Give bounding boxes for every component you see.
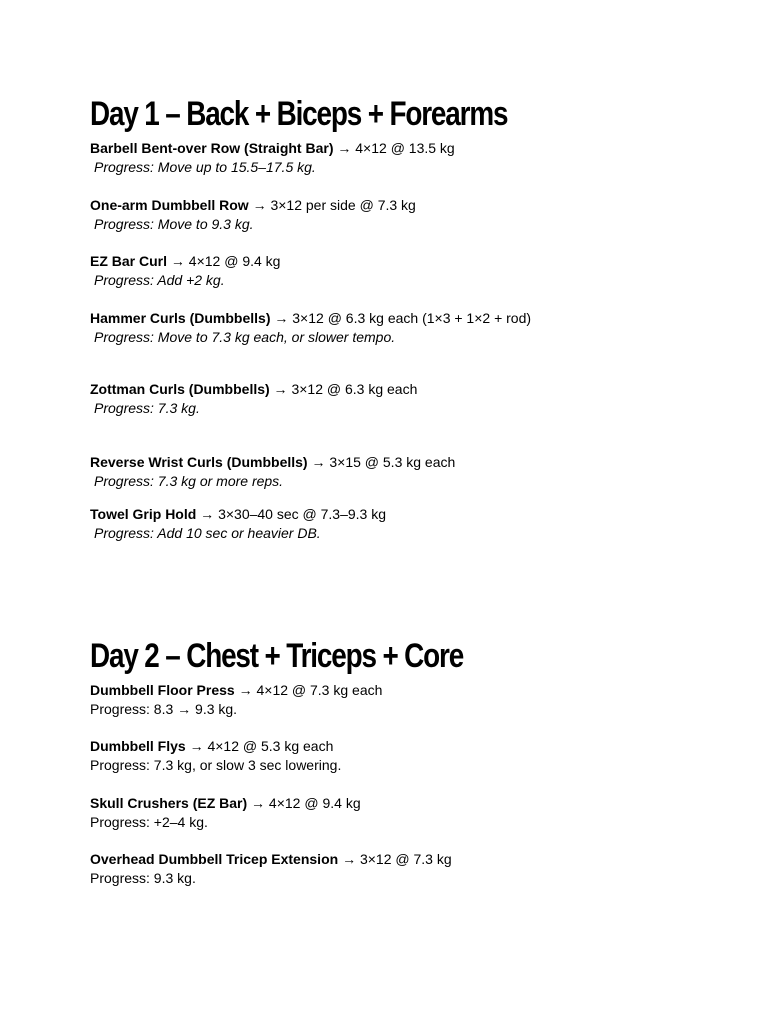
exercise-name: One-arm Dumbbell Row: [90, 197, 249, 213]
exercise-name: Dumbbell Flys: [90, 738, 186, 754]
exercise-progress: Progress: 7.3 kg.: [94, 400, 200, 416]
exercise-entry: [90, 139, 455, 177]
exercise-name: EZ Bar Curl: [90, 253, 168, 269]
exercise-progress: Progress: Move up to 15.5–17.5 kg.: [94, 159, 316, 175]
exercise-progress: Progress: Add +2 kg.: [94, 272, 225, 288]
exercise-name: Barbell Bent-over Row (Straight Bar): [90, 140, 334, 156]
exercise-progress: Progress: 9.3 kg.: [90, 870, 196, 886]
exercise-detail: → 3×12 @ 6.3 kg each (1×3 + 1×2 + rod): [270, 310, 532, 326]
exercise-name: Zottman Curls (Dumbbells): [90, 381, 270, 397]
exercise-entry: [90, 453, 455, 491]
exercise-detail: → 3×12 @ 6.3 kg each: [269, 381, 418, 397]
exercise-progress: Progress: 7.3 kg, or slow 3 sec lowering.: [90, 757, 342, 773]
exercise-entry: [90, 794, 361, 832]
exercise-entry: [90, 681, 382, 719]
exercise-entry: [90, 252, 280, 290]
exercise-name: Overhead Dumbbell Tricep Extension: [90, 851, 339, 867]
exercise-entry: [90, 505, 386, 543]
exercise-entry: [90, 309, 531, 347]
exercise-progress: Progress: Move to 9.3 kg.: [94, 216, 254, 232]
exercise-detail: → 4×12 @ 7.3 kg each: [234, 682, 383, 698]
exercise-entry: [90, 380, 417, 418]
exercise-name: Dumbbell Floor Press: [90, 682, 235, 698]
exercise-name: Hammer Curls (Dumbbells): [90, 310, 271, 326]
exercise-progress: Progress: 7.3 kg or more reps.: [94, 473, 284, 489]
exercise-progress: Progress: Move to 7.3 kg each, or slower tempo.: [94, 329, 396, 345]
exercise-progress: Progress: +2–4 kg.: [90, 814, 208, 830]
exercise-detail: → 4×12 @ 9.4 kg: [167, 253, 281, 269]
exercise-detail: → 3×12 per side @ 7.3 kg: [248, 197, 416, 213]
exercise-name: Reverse Wrist Curls (Dumbbells): [90, 454, 308, 470]
exercise-detail: → 3×30–40 sec @ 7.3–9.3 kg: [196, 506, 387, 522]
exercise-name: Towel Grip Hold: [90, 506, 197, 522]
exercise-entry: [90, 850, 452, 888]
day1-heading: Day 1 – Back + Biceps + Forearms: [90, 95, 508, 133]
exercise-detail: → 3×15 @ 5.3 kg each: [307, 454, 456, 470]
exercise-progress: Progress: Add 10 sec or heavier DB.: [94, 525, 321, 541]
exercise-detail: → 4×12 @ 5.3 kg each: [185, 738, 334, 754]
exercise-detail: → 4×12 @ 13.5 kg: [333, 140, 455, 156]
exercise-name: Skull Crushers (EZ Bar): [90, 795, 248, 811]
exercise-progress: Progress: 8.3 → 9.3 kg.: [90, 701, 238, 717]
exercise-detail: → 3×12 @ 7.3 kg: [338, 851, 452, 867]
exercise-entry: [90, 737, 341, 775]
exercise-detail: → 4×12 @ 9.4 kg: [247, 795, 361, 811]
exercise-entry: [90, 196, 416, 234]
day2-heading: Day 2 – Chest + Triceps + Core: [90, 637, 464, 675]
